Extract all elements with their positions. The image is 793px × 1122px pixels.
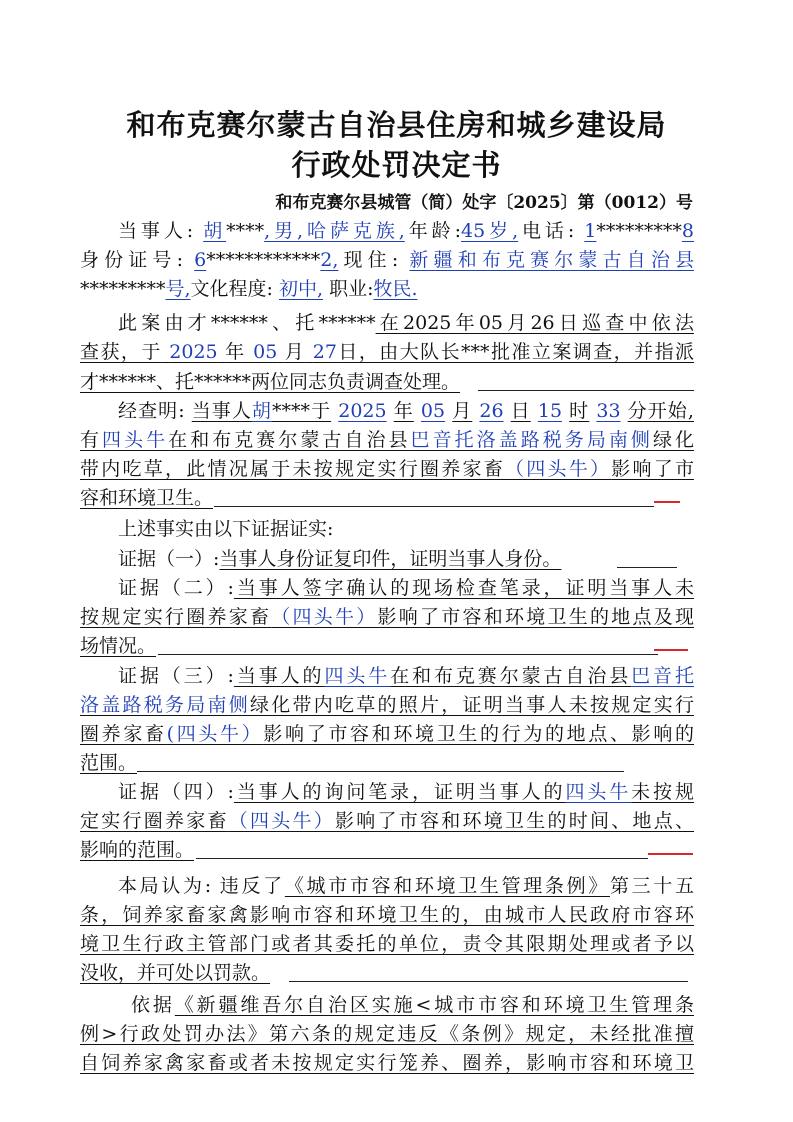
red-mark: [654, 501, 680, 503]
underline-rule: [214, 506, 654, 507]
evidence-2-line-2: 按规定实行圈养家畜（四头牛）影响了市容和环境卫生的地点及现: [80, 606, 694, 628]
document-title: 和布克赛尔蒙古自治县住房和城乡建设局: [126, 108, 667, 142]
evidence-intro: 上述事实由以下证据证实:: [118, 518, 334, 540]
basis-line-2: 例>行政处罚办法》第六条的规定违反《条例》规定，未经批准擅: [80, 1023, 694, 1045]
underline-rule: [196, 858, 648, 859]
case-line-2: 查获，于 2025 年 05 月 27日，由大队长***批准立案调查，并指派: [80, 341, 695, 363]
basis-line-3: 自饲养家禽家畜或者未按规定实行笼养、圈养，影响市容和环境卫: [80, 1052, 694, 1074]
underline-rule: [158, 654, 658, 655]
party-line-2: 身份证号: 6************2,现住: 新疆和布克赛尔蒙古自治县: [80, 249, 694, 271]
evidence-4-line-2: 定实行圈养家畜（四头牛）影响了市容和环境卫生的时间、地点、: [80, 810, 694, 832]
underline-rule: [478, 390, 694, 391]
evidence-2-line-3: 场情况。: [80, 635, 157, 657]
case-line-3: 才******、托******两位同志负责调查处理。: [80, 371, 461, 393]
evidence-3-line-1: 证据（三）:当事人的四头牛在和布克赛尔蒙古自治县巴音托: [118, 665, 694, 687]
basis-line-1: 依据《新疆维吾尔自治区实施<城市市容和环境卫生管理条: [131, 994, 694, 1016]
red-mark: [654, 649, 688, 651]
evidence-2-line-1: 证据（二）:当事人签字确认的现场检查笔录，证明当事人未: [118, 577, 694, 599]
evidence-3-line-3: 圈养家畜(四头牛）影响了市容和环境卫生的行为的地点、影响的: [80, 723, 694, 745]
document-subtitle: 行政处罚决定书: [291, 148, 502, 182]
opinion-line-3: 境卫生行政主管部门或者其委托的单位，责令其限期处理或者予以: [80, 933, 694, 955]
underline-rule: [617, 567, 677, 568]
party-line-1: 当事人: 胡****,男,哈萨克族,年龄:45岁,电话: 1*********8: [118, 220, 694, 242]
evidence-1: 证据（一）:当事人身份证复印件，证明当事人身份。: [118, 548, 562, 570]
findings-line-3: 带内吃草，此情况属于未按规定实行圈养家畜（四头牛）影响了市: [80, 458, 694, 480]
opinion-line-4: 没收，并可处以罚款。: [80, 962, 271, 984]
underline-rule: [289, 981, 688, 982]
red-mark: [648, 853, 693, 855]
party-line-3: *********号,文化程度: 初中, 职业:牧民.: [80, 278, 418, 300]
evidence-3-line-2: 洛盖路税务局南侧绿化带内吃草的照片，证明当事人未按规定实行: [80, 694, 694, 716]
underline-rule: [137, 771, 624, 772]
evidence-3-line-4: 范围。: [80, 752, 138, 774]
document-number: 和布克赛尔县城管（简）处字〔2025〕第（0012）号: [275, 193, 693, 213]
evidence-4-line-1: 证据（四）:当事人的询问笔录，证明当事人的四头牛未按规: [118, 781, 694, 803]
opinion-line-2: 条，饲养家畜家禽影响市容和环境卫生的，由城市人民政府市容环: [80, 904, 694, 926]
findings-line-1: 经查明: 当事人胡****于 2025 年 05 月 26 日 15 时 33 分开始,: [118, 400, 694, 422]
findings-line-2: 有四头牛在和布克赛尔蒙古自治县巴音托洛盖路税务局南侧绿化: [80, 429, 694, 451]
opinion-line-1: 本局认为: 违反了《城市市容和环境卫生管理条例》第三十五: [118, 875, 694, 897]
case-line-1: 此案由才******、托******在2025年05月26日巡查中依法: [118, 312, 694, 334]
findings-line-4: 容和环境卫生。: [80, 487, 214, 509]
evidence-4-line-3: 影响的范围。: [80, 839, 195, 861]
